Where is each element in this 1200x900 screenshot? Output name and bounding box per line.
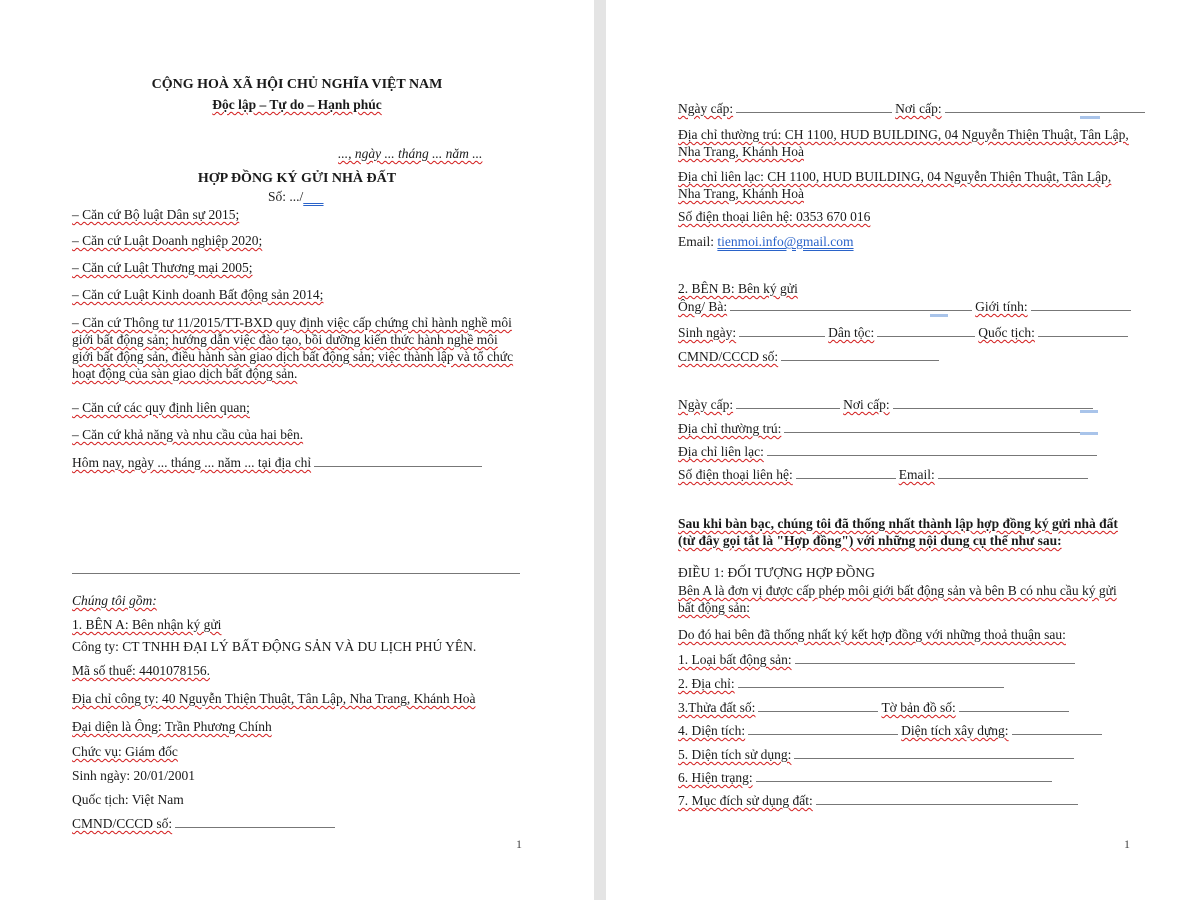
party-a-issue-line: Ngày cấp: Nơi cấp:	[678, 100, 1148, 117]
party-a-contact-address: Địa chỉ liên lạc: CH 1100, HUD BUILDING, 04 Nguyễn Thiện Thuật, Tân Lập, Nha Trang, Khánh Hoà	[678, 169, 1112, 201]
page-number-right: 1	[1124, 837, 1130, 851]
contract-title: HỢP ĐỒNG KÝ GỬI NHÀ ĐẤT	[197, 171, 397, 186]
party-b-issue-line: Ngày cấp: Nơi cấp:	[678, 396, 1096, 413]
document-page-right	[606, 0, 1200, 900]
national-title: CỘNG HOÀ XÃ HỘI CHỦ NGHĨA VIỆT NAM	[151, 77, 443, 92]
party-a-tax-code: Mã số thuế: 4401078156.	[72, 663, 210, 678]
highlight-mark	[1080, 410, 1098, 413]
party-a-representative: Đại diện là Ông: Trần Phương Chính	[72, 719, 272, 734]
highlight-mark	[930, 314, 948, 317]
page-number-left: 1	[516, 837, 522, 851]
party-a-position: Chức vụ: Giám đốc	[72, 744, 178, 759]
agreement-paragraph: Sau khi bàn bạc, chúng tôi đã thống nhất thành lập hợp đồng ký gửi nhà đất (từ đây gọi tắt là "Hợp đồng") với những nội dung cụ thể như sau:	[678, 516, 1118, 548]
item-usable-area: 5. Diện tích sử dụng:	[678, 746, 1077, 763]
party-b-contact-line: Địa chỉ liên lạc:	[678, 443, 1100, 460]
party-a-birthdate: Sinh ngày: 20/01/2001	[72, 768, 196, 783]
today-line: Hôm nay, ngày ... tháng ... năm ... tại địa chỉ	[72, 454, 485, 471]
item-property-type: 1. Loại bất động sản:	[678, 651, 1078, 668]
motto: Độc lập – Tự do – Hạnh phúc	[212, 97, 382, 112]
party-a-residence: Địa chỉ thường trú: CH 1100, HUD BUILDING, 04 Nguyễn Thiện Thuật, Tân Lập, Nha Trang, Khánh Hoà	[678, 127, 1129, 159]
party-a-id-number: CMND/CCCD số:	[72, 815, 338, 832]
basis-enterprise-law: – Căn cứ Luật Doanh nghiệp 2020;	[72, 233, 263, 248]
item-current-status: 6. Hiện trạng:	[678, 769, 1055, 786]
party-a-phone: Số điện thoại liên hệ: 0353 670 016	[678, 209, 871, 224]
party-a-nationality: Quốc tịch: Việt Nam	[72, 792, 184, 807]
basis-commercial-law: – Căn cứ Luật Thương mại 2005;	[72, 260, 253, 275]
party-b-name-line: Ông/ Bà: Giới tính:	[678, 298, 1134, 315]
party-b-id-line: CMND/CCCD số:	[678, 348, 942, 365]
article-1-intro: Do đó hai bên đã thống nhất ký kết hợp đồng với những thoả thuận sau:	[678, 627, 1066, 642]
basis-circular: – Căn cứ Thông tư 11/2015/TT-BXD quy định việc cấp chứng chỉ hành nghề môi giới bất động sản; hướng dẫn việc đào tạo, bồi dưỡng kiến thức hành nghề môi giới bất động sản, điều hành sàn giao dịch bất động sản; việc thành lập và tổ chức hoạt động của sàn giao dịch bất động sản.	[72, 315, 514, 381]
party-b-birth-line: Sinh ngày: Dân tộc: Quốc tịch:	[678, 324, 1131, 341]
party-a-address: Địa chỉ công ty: 40 Nguyễn Thiện Thuật, Tân Lập, Nha Trang, Khánh Hoà	[72, 691, 476, 706]
highlight-mark	[1080, 116, 1100, 119]
document-page-left	[0, 0, 594, 900]
basis-related-rules: – Căn cứ các quy định liên quan;	[72, 400, 250, 415]
party-a-email: Email: tienmoi.info@gmail.com	[678, 234, 854, 249]
party-b-phone-line: Số điện thoại liên hệ: Email:	[678, 466, 1091, 483]
item-land-use-purpose: 7. Mục đích sử dụng đất:	[678, 792, 1081, 809]
party-b-title: 2. BÊN B: Bên ký gửi	[678, 281, 798, 296]
basis-civil-code: – Căn cứ Bộ luật Dân sự 2015;	[72, 207, 240, 222]
item-area: 4. Diện tích: Diện tích xây dựng:	[678, 722, 1105, 739]
article-1-paragraph: Bên A là đơn vị được cấp phép môi giới bất động sản và bên B có nhu cầu ký gửi bất động sản:	[678, 583, 1117, 615]
blank-address-line	[72, 573, 520, 574]
highlight-mark	[1080, 432, 1098, 435]
article-1-title: ĐIỀU 1: ĐỐI TƯỢNG HỢP ĐỒNG	[678, 565, 875, 580]
email-link[interactable]: tienmoi.info@gmail.com	[717, 234, 854, 249]
date-line: ..., ngày ... tháng ... năm ...	[338, 146, 483, 161]
party-a-title: 1. BÊN A: Bên nhận ký gửi	[72, 617, 222, 632]
party-b-residence-line: Địa chỉ thường trú:	[678, 420, 1087, 437]
contract-number: Số: .../	[268, 189, 304, 204]
party-a-company: Công ty: CT TNHH ĐẠI LÝ BẤT ĐỘNG SẢN VÀ DU LỊCH PHÚ YÊN.	[72, 639, 477, 654]
basis-mutual-needs: – Căn cứ khả năng và nhu cầu của hai bên.	[72, 427, 304, 442]
we-are-label: Chúng tôi gồm:	[72, 593, 157, 608]
item-plot-number: 3.Thửa đất số: Tờ bản đồ số:	[678, 699, 1072, 716]
item-address: 2. Địa chỉ:	[678, 675, 1007, 692]
basis-real-estate-law: – Căn cứ Luật Kinh doanh Bất động sản 2014;	[72, 287, 324, 302]
page-gutter	[594, 0, 606, 900]
